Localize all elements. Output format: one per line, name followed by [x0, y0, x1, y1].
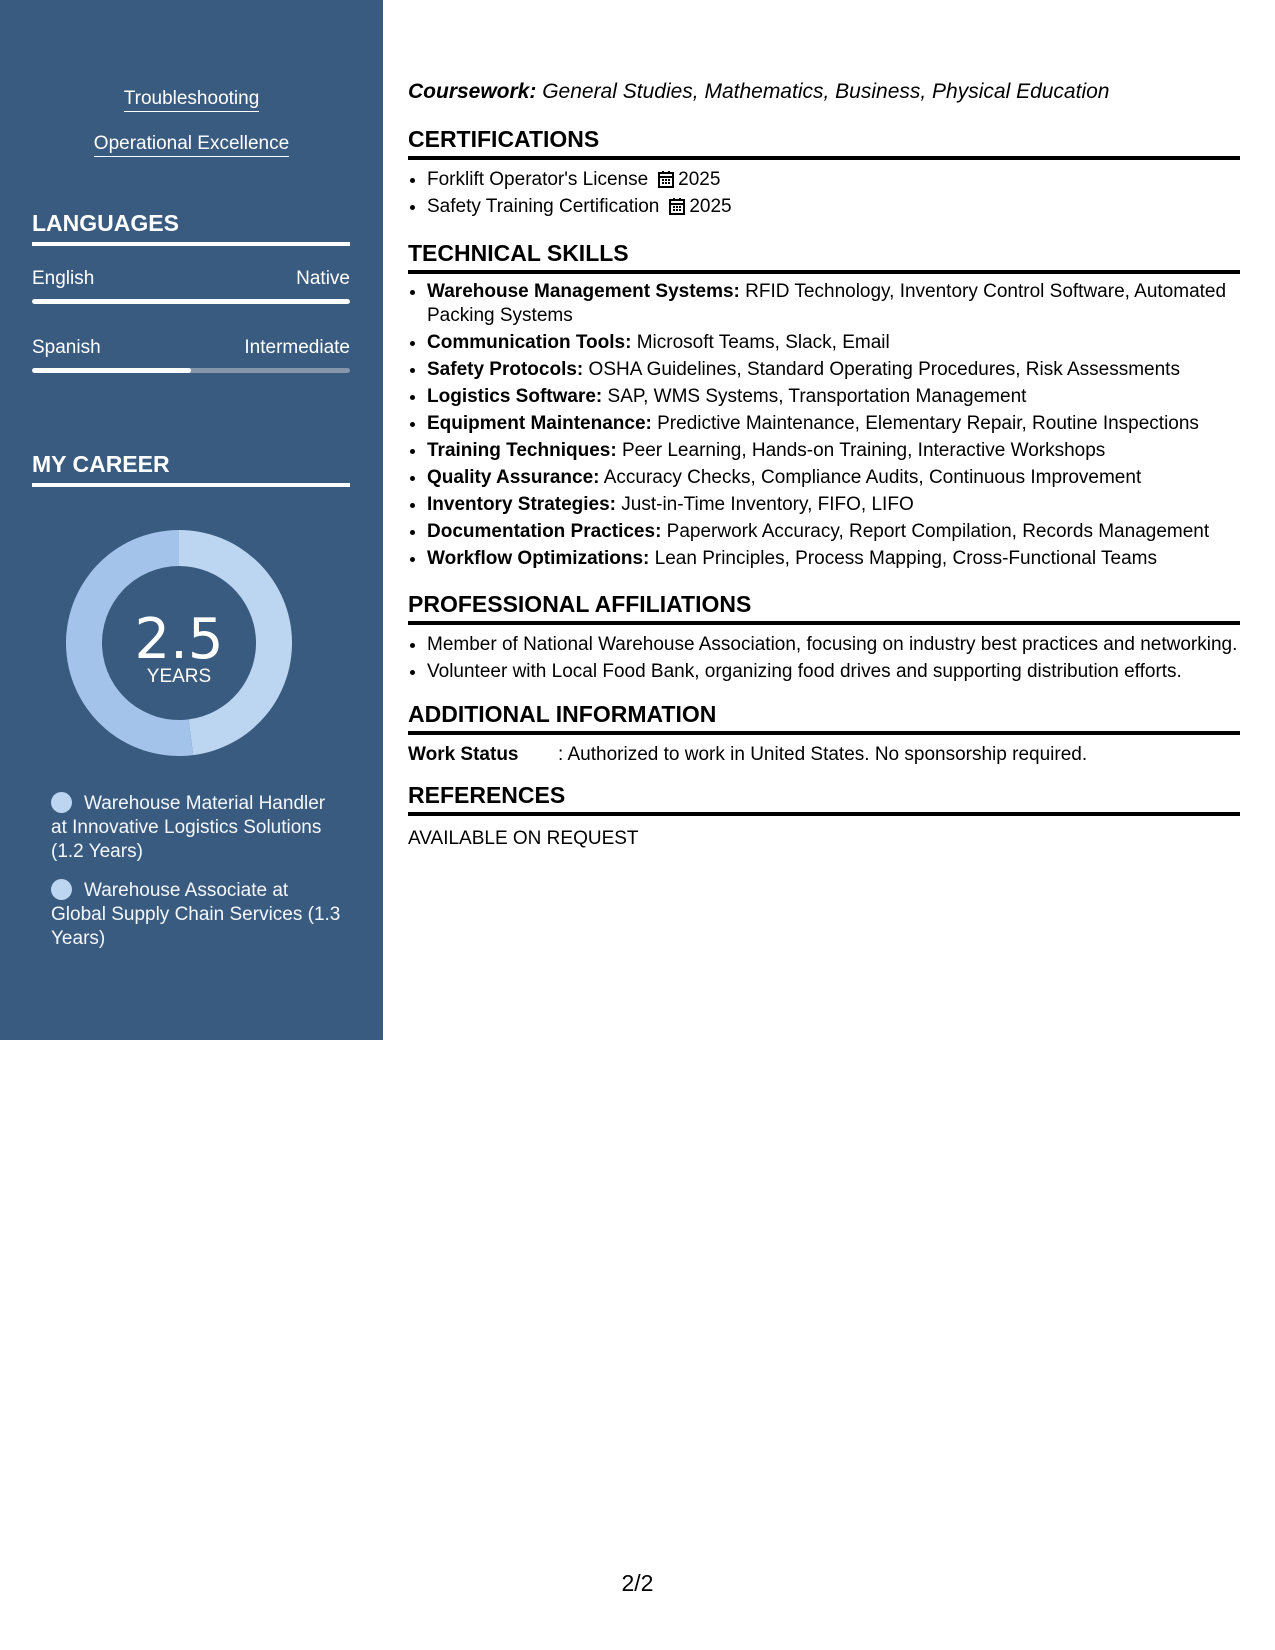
skill-link-label[interactable]: Operational Excellence — [94, 133, 289, 157]
skill-label: Logistics Software: — [427, 386, 603, 407]
work-status-label: Work Status — [408, 744, 519, 765]
language-bar-fill — [32, 368, 191, 373]
list-item — [427, 493, 1259, 517]
skill-label: Quality Assurance: — [427, 467, 600, 488]
language-row-english — [32, 268, 350, 290]
certifications-heading: CERTIFICATIONS — [408, 125, 1240, 160]
career-donut-chart — [66, 530, 292, 756]
technical-skills-list — [408, 280, 1259, 574]
career-item-text: Warehouse Associate at Global Supply Chain Services (1.3 Years) — [51, 880, 341, 949]
list-item — [427, 412, 1259, 436]
skill-label: Inventory Strategies: — [427, 494, 616, 515]
career-bullet-icon — [51, 792, 72, 813]
language-row-spanish — [32, 337, 350, 359]
career-item — [51, 879, 341, 951]
list-item — [427, 280, 1259, 328]
skill-text: Microsoft Teams, Slack, Email — [631, 332, 890, 353]
skill-text: Predictive Maintenance, Elementary Repair, Routine Inspections — [651, 413, 1199, 434]
certification-name: Safety Training Certification — [427, 196, 660, 217]
career-total-unit: YEARS — [146, 666, 212, 687]
skill-label: Workflow Optimizations: — [427, 548, 650, 569]
skill-text: Just-in-Time Inventory, FIFO, LIFO — [616, 494, 914, 515]
sidebar — [0, 0, 383, 1040]
work-status-value: : Authorized to work in United States. No sponsorship required. — [558, 744, 1088, 765]
list-item — [427, 166, 1259, 193]
career-bullet-icon — [51, 879, 72, 900]
language-name: English — [32, 268, 95, 289]
list-item — [427, 520, 1259, 544]
certification-year: 2025 — [689, 196, 732, 217]
career-heading: MY CAREER — [32, 451, 350, 487]
list-item — [427, 193, 1259, 220]
career-total-value: 2.5 — [134, 607, 224, 672]
languages-heading: LANGUAGES — [32, 210, 350, 246]
skill-label: Safety Protocols: — [427, 359, 584, 380]
skill-text: Lean Principles, Process Mapping, Cross-Functional Teams — [649, 548, 1157, 569]
skill-label: Warehouse Management Systems: — [427, 281, 740, 302]
coursework-text: General Studies, Mathematics, Business, Physical Education — [536, 80, 1110, 103]
certifications-list — [408, 166, 1259, 220]
coursework-label: Coursework: — [408, 80, 537, 103]
list-item — [427, 547, 1259, 571]
career-item-text: Warehouse Material Handler at Innovative Logistics Solutions (1.2 Years) — [51, 793, 326, 862]
language-level: Intermediate — [244, 337, 350, 358]
list-item — [427, 385, 1259, 409]
skill-text: OSHA Guidelines, Standard Operating Procedures, Risk Assessments — [583, 359, 1180, 380]
language-level: Native — [296, 268, 350, 289]
skill-link-label[interactable]: Troubleshooting — [124, 88, 260, 112]
affiliations-list — [408, 631, 1259, 685]
coursework-line — [408, 80, 1109, 104]
technical-skills-heading: TECHNICAL SKILLS — [408, 239, 1240, 274]
affiliations-heading: PROFESSIONAL AFFILIATIONS — [408, 590, 1240, 625]
list-item — [427, 466, 1259, 490]
language-name: Spanish — [32, 337, 101, 358]
skill-label: Training Techniques: — [427, 440, 617, 461]
list-item — [427, 331, 1259, 355]
language-bar-english — [32, 299, 350, 304]
skill-label: Communication Tools: — [427, 332, 632, 353]
language-bar-fill — [32, 299, 350, 304]
list-item — [427, 439, 1259, 463]
skill-text: SAP, WMS Systems, Transportation Management — [602, 386, 1027, 407]
references-heading: REFERENCES — [408, 781, 1240, 816]
list-item: • Member of National Warehouse Association, focusing on industry best practices and networking. — [427, 631, 1259, 658]
skill-label: Equipment Maintenance: — [427, 413, 652, 434]
skill-text: RFID Technology, Inventory Control Software, Automated Packing Systems — [427, 281, 1227, 326]
skill-text: Accuracy Checks, Compliance Audits, Continuous Improvement — [599, 467, 1142, 488]
skill-link-troubleshooting[interactable] — [0, 88, 383, 110]
calendar-icon — [669, 197, 685, 215]
certification-name: Forklift Operator's License — [427, 169, 649, 190]
skill-link-operational-excellence[interactable] — [0, 133, 383, 155]
language-bar-spanish — [32, 368, 350, 373]
skill-text: Peer Learning, Hands-on Training, Interactive Workshops — [616, 440, 1106, 461]
page-number: 2/2 — [621, 1570, 654, 1596]
references-text: AVAILABLE ON REQUEST — [408, 828, 639, 849]
list-item: • Volunteer with Local Food Bank, organizing food drives and supporting distribution efforts. — [427, 658, 1259, 685]
career-item — [51, 792, 341, 864]
list-item — [427, 358, 1259, 382]
skill-text: Paperwork Accuracy, Report Compilation, Records Management — [661, 521, 1210, 542]
calendar-icon — [658, 170, 674, 188]
certification-year: 2025 — [678, 169, 721, 190]
skill-label: Documentation Practices: — [427, 521, 662, 542]
additional-information-heading: ADDITIONAL INFORMATION — [408, 700, 1240, 735]
work-status-row — [408, 744, 1087, 766]
